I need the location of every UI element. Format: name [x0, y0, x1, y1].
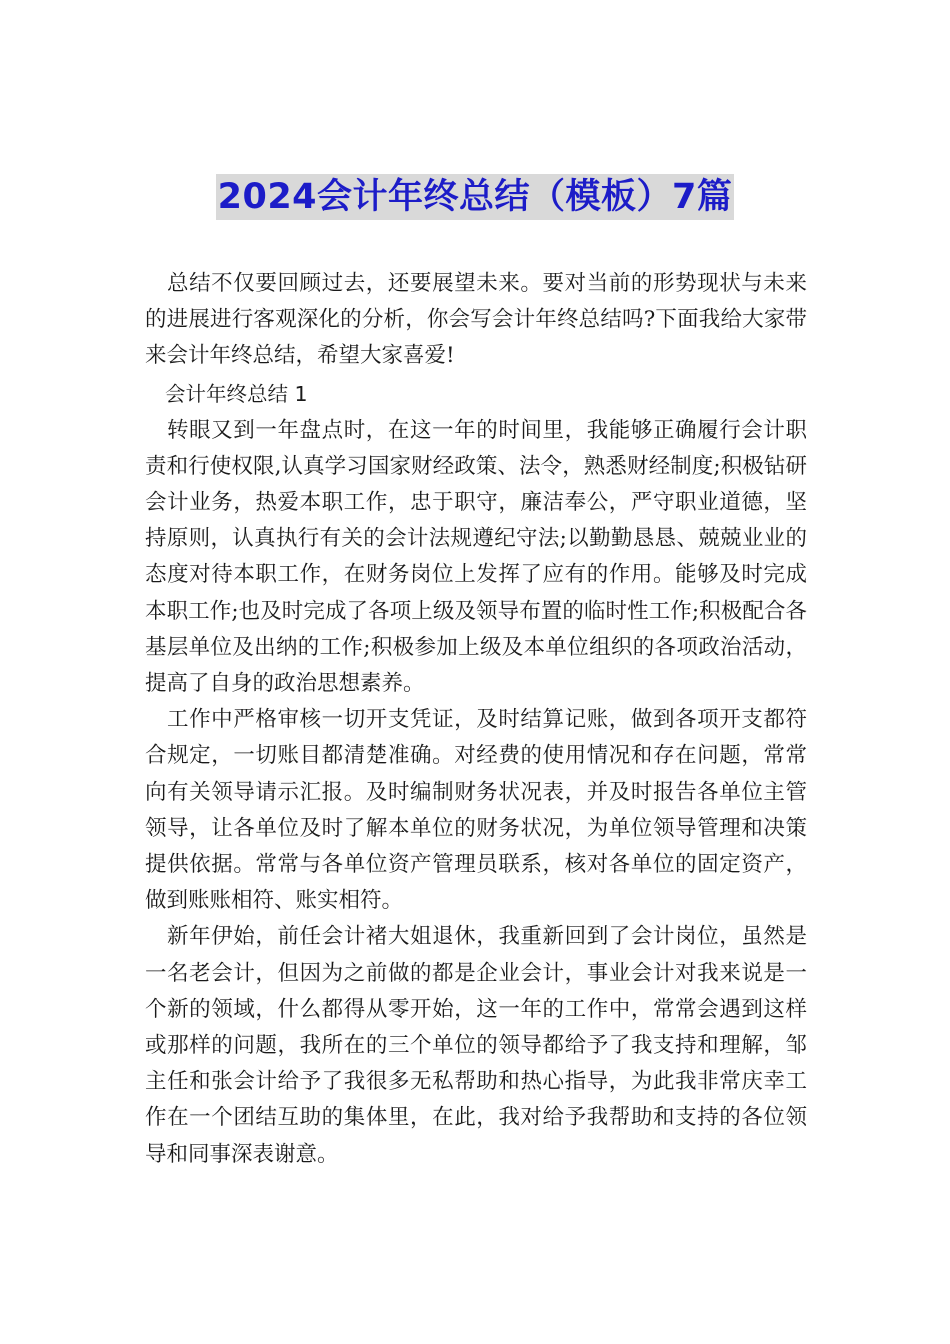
- intro-paragraph: 总结不仅要回顾过去，还要展望未来。要对当前的形势现状与未来的进展进行客观深化的分析，你会写会计年终总结吗?下面我给大家带来会计年终总结，希望大家喜爱!: [145, 271, 807, 369]
- section-heading: 会计年终总结 1: [165, 381, 308, 406]
- body-paragraph-1: 转眼又到一年盘点时，在这一年的时间里，我能够正确履行会计职责和行使权限,认真学习国家财经政策、法令，熟悉财经制度;积极钻研会计业务，热爱本职工作，忠于职守，廉洁奉公，严守职业道德，坚持原则，认真执行有关的会计法规遵纪守法;以勤勤恳恳、兢兢业业的态度对待本职工作，在财务岗位上发挥了应有的作用。能够及时完成本职工作;也及时完成了各项上级及领导布置的临时性工作;积极配合各基层单位及出纳的工作;积极参加上级及本单位组织的各项政治活动，提高了自身的政治思想素养。: [145, 417, 807, 697]
- document-body: [145, 266, 807, 1173]
- document-title: 2024会计年终总结（模板）7篇: [216, 174, 735, 220]
- body-paragraph-3: 新年伊始，前任会计褚大姐退休，我重新回到了会计岗位，虽然是一名老会计，但因为之前做的都是企业会计，事业会计对我来说是一个新的领域，什么都得从零开始，这一年的工作中，常常会遇到这样或那样的问题，我所在的三个单位的领导都给予了我支持和理解，邹主任和张会计给予了我很多无私帮助和热心指导，为此我非常庆幸工作在一个团结互助的集体里，在此，我对给予我帮助和支持的各位领导和同事深表谢意。: [145, 924, 807, 1167]
- title-container: [0, 174, 950, 220]
- body-paragraph-2: 工作中严格审核一切开支凭证，及时结算记账，做到各项开支都符合规定，一切账目都清楚准确。对经费的使用情况和存在问题，常常向有关领导请示汇报。及时编制财务状况表，并及时报告各单位主管领导，让各单位及时了解本单位的财务状况，为单位领导管理和决策提供依据。常常与各单位资产管理员联系，核对各单位的固定资产，做到账账相符、账实相符。: [145, 707, 807, 914]
